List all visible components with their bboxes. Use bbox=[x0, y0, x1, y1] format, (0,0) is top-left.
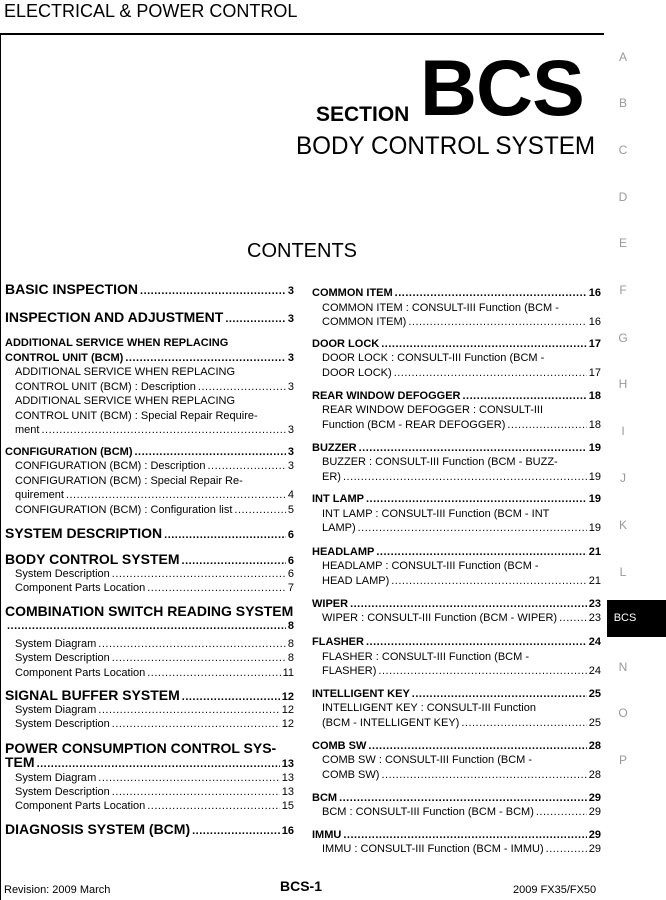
toc-entry[interactable] bbox=[312, 286, 601, 300]
toc-entry[interactable] bbox=[5, 785, 294, 799]
toc-leader-dots bbox=[366, 492, 587, 506]
toc-entry[interactable] bbox=[312, 635, 601, 649]
toc-page-number: 6 bbox=[287, 555, 294, 567]
section-code: BCS bbox=[420, 43, 584, 132]
toc-leader-dots bbox=[358, 521, 587, 535]
toc-entry-label: BUZZER : CONSULT-III Function (BCM - BUZZ- bbox=[322, 456, 558, 468]
toc-leader-dots bbox=[395, 286, 587, 300]
toc-entry-label: ADDITIONAL SERVICE WHEN REPLACING bbox=[5, 337, 229, 349]
toc-entry[interactable] bbox=[5, 526, 294, 542]
toc-entry[interactable] bbox=[312, 611, 601, 625]
toc-entry[interactable] bbox=[5, 703, 294, 717]
toc-entry-label: CONFIGURATION (BCM) bbox=[5, 446, 133, 458]
toc-page-number: 3 bbox=[287, 381, 294, 393]
toc-entry-label: System Description bbox=[15, 652, 110, 664]
toc-entry[interactable] bbox=[5, 423, 294, 437]
toc-page-number: 15 bbox=[281, 800, 294, 812]
toc-entry[interactable] bbox=[312, 545, 601, 559]
toc-entry[interactable] bbox=[312, 366, 601, 380]
toc-entry[interactable] bbox=[5, 619, 294, 633]
toc-entry[interactable] bbox=[5, 459, 294, 473]
toc-entry-label: CONFIGURATION (BCM) : Description bbox=[15, 460, 206, 472]
toc-entry-label: DOOR LOCK bbox=[312, 338, 380, 350]
toc-entry-label: COMMON ITEM) bbox=[322, 316, 407, 328]
toc-entry[interactable] bbox=[5, 488, 294, 502]
toc-leader-dots bbox=[98, 703, 279, 717]
toc-entry[interactable] bbox=[312, 828, 601, 842]
toc-entry-label: SYSTEM DESCRIPTION bbox=[5, 525, 163, 541]
toc-entry bbox=[312, 559, 601, 573]
section-index-item[interactable]: E bbox=[618, 236, 627, 250]
toc-leader-dots bbox=[391, 574, 587, 588]
toc-entry-label: BCM bbox=[312, 792, 338, 804]
toc-leader-dots bbox=[112, 567, 286, 581]
toc-page-number: 8 bbox=[287, 638, 294, 650]
toc-entry bbox=[312, 403, 601, 417]
toc-entry[interactable] bbox=[312, 418, 601, 432]
toc-page-number: 3 bbox=[287, 460, 294, 472]
toc-entry-label: ADDITIONAL SERVICE WHEN REPLACING bbox=[15, 366, 236, 378]
toc-leader-dots bbox=[461, 716, 586, 730]
toc-entry-label: HEADLAMP : CONSULT-III Function (BCM - bbox=[322, 560, 539, 572]
toc-page-number: 23 bbox=[588, 598, 601, 610]
toc-entry-label: CONFIGURATION (BCM) : Special Repair Re- bbox=[15, 475, 243, 487]
toc-entry[interactable] bbox=[5, 771, 294, 785]
toc-entry[interactable] bbox=[312, 687, 601, 701]
toc-entry bbox=[5, 365, 294, 379]
toc-entry[interactable] bbox=[5, 755, 294, 771]
section-index-item[interactable]: F bbox=[619, 283, 627, 297]
toc-entry bbox=[312, 650, 601, 664]
toc-entry[interactable] bbox=[5, 581, 294, 595]
toc-leader-dots bbox=[164, 528, 286, 542]
toc-page-number: 3 bbox=[287, 285, 294, 297]
toc-entry-label: COMB SW : CONSULT-III Function (BCM - bbox=[322, 754, 533, 766]
toc-leader-dots bbox=[394, 366, 587, 380]
toc-entry[interactable] bbox=[312, 716, 601, 730]
toc-entry-label: DIAGNOSIS SYSTEM (BCM) bbox=[5, 821, 191, 837]
toc-entry bbox=[5, 741, 294, 755]
toc-leader-dots bbox=[376, 545, 586, 559]
toc-entry-label: HEADLAMP bbox=[312, 546, 375, 558]
toc-entry[interactable] bbox=[5, 567, 294, 581]
section-index-item[interactable]: P bbox=[618, 753, 627, 767]
toc-entry[interactable] bbox=[5, 351, 294, 365]
toc-page-number: 19 bbox=[588, 493, 601, 505]
toc-page-number: 21 bbox=[588, 575, 601, 587]
toc-entry[interactable] bbox=[312, 337, 601, 351]
toc-entry-label: IMMU : CONSULT-III Function (BCM - IMMU) bbox=[322, 843, 544, 855]
toc-page-number: 28 bbox=[588, 740, 601, 752]
section-index-item[interactable]: B bbox=[618, 96, 627, 110]
toc-entry[interactable] bbox=[5, 717, 294, 731]
toc-entry-label: INTELLIGENT KEY bbox=[312, 688, 410, 700]
toc-entry[interactable] bbox=[5, 637, 294, 651]
toc-entry-label: BCM : CONSULT-III Function (BCM - BCM) bbox=[322, 806, 534, 818]
toc-entry-label: CONTROL UNIT (BCM) bbox=[5, 352, 124, 364]
footer-revision: Revision: 2009 March bbox=[4, 884, 111, 896]
toc-page-number: 3 bbox=[287, 446, 294, 458]
toc-leader-dots bbox=[98, 637, 286, 651]
toc-leader-dots bbox=[381, 337, 587, 351]
toc-leader-dots bbox=[147, 799, 280, 813]
toc-leader-dots bbox=[225, 312, 286, 326]
toc-leader-dots bbox=[536, 805, 587, 819]
toc-page-number: 18 bbox=[588, 419, 601, 431]
toc-entry[interactable] bbox=[5, 552, 294, 568]
toc-page-number: 13 bbox=[281, 786, 294, 798]
toc-right-column bbox=[312, 282, 601, 862]
toc-entry[interactable] bbox=[312, 768, 601, 782]
toc-page-number: 6 bbox=[287, 568, 294, 580]
toc-leader-dots bbox=[463, 389, 587, 403]
toc-leader-dots bbox=[135, 445, 286, 459]
toc-leader-dots bbox=[7, 619, 286, 633]
toc-page-number: 24 bbox=[588, 636, 601, 648]
toc-entry[interactable] bbox=[5, 822, 294, 838]
toc-leader-dots bbox=[378, 664, 586, 678]
toc-leader-dots bbox=[368, 739, 586, 753]
section-index-item[interactable]: G bbox=[618, 331, 628, 345]
section-index-item[interactable]: C bbox=[618, 143, 628, 157]
toc-page-number: 16 bbox=[588, 287, 601, 299]
toc-leader-dots bbox=[41, 423, 285, 437]
toc-entry-label: IMMU bbox=[312, 829, 342, 841]
toc-leader-dots bbox=[112, 717, 280, 731]
toc-entry-label: REAR WINDOW DEFOGGER : CONSULT-III bbox=[322, 404, 544, 416]
toc-entry-label: BUZZER bbox=[312, 442, 357, 454]
section-title: BODY CONTROL SYSTEM bbox=[296, 132, 596, 160]
toc-entry-label: CONFIGURATION (BCM) : Configuration list bbox=[15, 504, 233, 516]
toc-leader-dots bbox=[339, 791, 587, 805]
toc-entry[interactable] bbox=[312, 597, 601, 611]
toc-page-number: 21 bbox=[588, 546, 601, 558]
toc-entry bbox=[5, 394, 294, 408]
toc-entry[interactable] bbox=[312, 315, 601, 329]
toc-entry-label: INTELLIGENT KEY : CONSULT-III Function bbox=[322, 702, 536, 714]
toc-entry-label: FLASHER bbox=[312, 636, 364, 648]
header-rule bbox=[0, 33, 604, 35]
toc-entry-label: POWER CONSUMPTION CONTROL SYS- bbox=[5, 740, 277, 756]
section-index-item[interactable]: A bbox=[618, 50, 627, 64]
toc-leader-dots bbox=[112, 651, 286, 665]
footer-page-id: BCS-1 bbox=[280, 878, 323, 894]
toc-page-number: 29 bbox=[588, 829, 601, 841]
toc-entry-label: FLASHER : CONSULT-III Function (BCM - bbox=[322, 651, 530, 663]
toc-entry-label: COMB SW) bbox=[322, 769, 380, 781]
toc-leader-dots bbox=[412, 687, 587, 701]
toc-leader-dots bbox=[112, 785, 280, 799]
toc-entry[interactable] bbox=[5, 666, 294, 680]
toc-entry-label: BODY CONTROL SYSTEM bbox=[5, 551, 180, 567]
toc-leader-dots bbox=[37, 757, 280, 771]
toc-leader-dots bbox=[234, 503, 285, 517]
section-index-item[interactable]: N bbox=[618, 660, 628, 674]
section-index-item[interactable]: J bbox=[620, 471, 626, 485]
header-title: ELECTRICAL & POWER CONTROL bbox=[4, 1, 298, 21]
toc-entry[interactable] bbox=[312, 739, 601, 753]
toc-entry-label: WIPER bbox=[312, 598, 349, 610]
toc-leader-dots bbox=[546, 842, 587, 856]
toc-entry-label: DOOR LOCK) bbox=[322, 367, 392, 379]
section-index-item[interactable]: O bbox=[618, 706, 628, 720]
toc-entry-label: System Diagram bbox=[15, 704, 97, 716]
toc-leader-dots bbox=[507, 418, 586, 432]
toc-entry-label: HEAD LAMP) bbox=[322, 575, 390, 587]
toc-entry-label: Component Parts Location bbox=[15, 667, 146, 679]
toc-entry[interactable] bbox=[5, 503, 294, 517]
toc-page-number: 8 bbox=[287, 620, 294, 632]
toc-entry[interactable] bbox=[5, 310, 294, 326]
toc-page-number: 8 bbox=[287, 652, 294, 664]
toc-page-number: 12 bbox=[281, 704, 294, 716]
toc-page-number: 23 bbox=[588, 612, 601, 624]
toc-entry-label: ment bbox=[15, 424, 40, 436]
toc-entry-label: COMB SW bbox=[312, 740, 367, 752]
toc-page-number: 18 bbox=[588, 390, 601, 402]
toc-entry-label: COMBINATION SWITCH READING SYSTEM bbox=[5, 603, 294, 619]
toc-entry[interactable] bbox=[5, 282, 294, 298]
toc-entry[interactable] bbox=[312, 470, 601, 484]
toc-page-number: 17 bbox=[588, 338, 601, 350]
toc-entry bbox=[5, 336, 294, 350]
toc-entry[interactable] bbox=[312, 842, 601, 856]
toc-entry[interactable] bbox=[312, 805, 601, 819]
toc-leader-dots bbox=[343, 470, 587, 484]
toc-leader-dots bbox=[207, 459, 285, 473]
toc-page-number: 16 bbox=[588, 316, 601, 328]
toc-leader-dots bbox=[559, 611, 587, 625]
toc-page-number: 5 bbox=[287, 504, 294, 516]
section-label: SECTION bbox=[316, 103, 410, 126]
toc-entry-label: System Diagram bbox=[15, 638, 97, 650]
toc-entry bbox=[5, 474, 294, 488]
toc-page-number: 29 bbox=[588, 806, 601, 818]
toc-page-number: 29 bbox=[588, 843, 601, 855]
section-index-current[interactable]: BCS bbox=[613, 612, 637, 624]
toc-page-number: 12 bbox=[281, 691, 294, 703]
toc-leader-dots bbox=[140, 284, 286, 298]
toc-entry-label: SIGNAL BUFFER SYSTEM bbox=[5, 687, 180, 703]
section-index-item[interactable]: D bbox=[618, 190, 628, 204]
toc-leader-dots bbox=[343, 828, 586, 842]
toc-entry-label: System Description bbox=[15, 786, 110, 798]
toc-entry-label: Function (BCM - REAR DEFOGGER) bbox=[322, 419, 506, 431]
toc-leader-dots bbox=[350, 597, 587, 611]
toc-page-number: 24 bbox=[588, 665, 601, 677]
section-index-item[interactable]: L bbox=[619, 565, 627, 579]
toc-entry[interactable] bbox=[312, 389, 601, 403]
toc-entry[interactable] bbox=[312, 664, 601, 678]
section-index-item[interactable]: K bbox=[618, 518, 627, 532]
toc-entry-label: LAMP) bbox=[322, 522, 356, 534]
toc-page-number: 7 bbox=[287, 582, 294, 594]
toc-entry-label: quirement bbox=[15, 489, 64, 501]
section-index-item[interactable]: H bbox=[618, 377, 628, 391]
toc-entry-label: BASIC INSPECTION bbox=[5, 281, 139, 297]
toc-entry-label: INT LAMP : CONSULT-III Function (BCM - INT bbox=[322, 508, 550, 520]
toc-entry[interactable] bbox=[312, 492, 601, 506]
toc-entry-label: FLASHER) bbox=[322, 665, 377, 677]
toc-page-number: 6 bbox=[287, 529, 294, 541]
toc-page-number: 12 bbox=[281, 718, 294, 730]
toc-entry-label: COMMON ITEM : CONSULT-III Function (BCM - bbox=[322, 302, 559, 314]
toc-leader-dots bbox=[408, 315, 586, 329]
section-index-item[interactable]: I bbox=[621, 424, 625, 438]
toc-page-number: 3 bbox=[287, 424, 294, 436]
toc-entry[interactable] bbox=[5, 688, 294, 704]
toc-entry bbox=[5, 409, 294, 423]
toc-entry bbox=[312, 351, 601, 365]
toc-entry-label: CONTROL UNIT (BCM) : Description bbox=[15, 381, 196, 393]
toc-entry-label: INT LAMP bbox=[312, 493, 364, 505]
toc-entry[interactable] bbox=[312, 521, 601, 535]
toc-entry bbox=[5, 604, 294, 618]
toc-page-number: 16 bbox=[281, 825, 294, 837]
toc-entry[interactable] bbox=[5, 799, 294, 813]
toc-page-number: 19 bbox=[588, 442, 601, 454]
toc-leader-dots bbox=[98, 771, 279, 785]
left-border bbox=[0, 33, 1, 900]
toc-entry-label: REAR WINDOW DEFOGGER bbox=[312, 390, 461, 402]
toc-entry[interactable] bbox=[312, 574, 601, 588]
toc-entry[interactable] bbox=[5, 651, 294, 665]
toc-leader-dots bbox=[359, 441, 587, 455]
toc-leader-dots bbox=[198, 380, 286, 394]
toc-entry-label: Component Parts Location bbox=[15, 582, 146, 594]
toc-entry[interactable] bbox=[5, 445, 294, 459]
toc-page-number: 25 bbox=[588, 717, 601, 729]
toc-entry[interactable] bbox=[312, 791, 601, 805]
toc-entry-label: Component Parts Location bbox=[15, 800, 146, 812]
toc-entry-label: ER) bbox=[322, 471, 341, 483]
toc-entry-label: CONTROL UNIT (BCM) : Special Repair Require- bbox=[15, 410, 258, 422]
toc-page-number: 17 bbox=[588, 367, 601, 379]
toc-page-number: 3 bbox=[287, 352, 294, 364]
toc-entry-label: DOOR LOCK : CONSULT-III Function (BCM - bbox=[322, 352, 545, 364]
toc-entry-label: TEM bbox=[5, 754, 35, 770]
toc-entry-label: System Description bbox=[15, 718, 110, 730]
toc-entry-label: WIPER : CONSULT-III Function (BCM - WIPER) bbox=[322, 612, 558, 624]
contents-heading: CONTENTS bbox=[247, 240, 357, 262]
toc-page-number: 25 bbox=[588, 688, 601, 700]
toc-page-number: 4 bbox=[287, 489, 294, 501]
toc-entry-label: System Description bbox=[15, 568, 110, 580]
toc-page-number: 19 bbox=[588, 471, 601, 483]
toc-entry[interactable] bbox=[5, 380, 294, 394]
toc-entry bbox=[312, 455, 601, 469]
footer-model: 2009 FX35/FX50 bbox=[513, 884, 597, 896]
toc-leader-dots bbox=[192, 824, 280, 838]
toc-entry-label: System Diagram bbox=[15, 772, 97, 784]
toc-page-number: 3 bbox=[287, 313, 294, 325]
toc-entry bbox=[312, 507, 601, 521]
toc-entry bbox=[312, 301, 601, 315]
toc-entry-label: ADDITIONAL SERVICE WHEN REPLACING bbox=[15, 395, 236, 407]
toc-leader-dots bbox=[125, 351, 286, 365]
toc-page-number: 19 bbox=[588, 522, 601, 534]
toc-entry-label: COMMON ITEM bbox=[312, 287, 393, 299]
toc-page-number: 28 bbox=[588, 769, 601, 781]
toc-entry bbox=[312, 701, 601, 715]
toc-leader-dots bbox=[66, 488, 286, 502]
toc-leader-dots bbox=[147, 581, 286, 595]
toc-leader-dots bbox=[366, 635, 587, 649]
toc-leader-dots bbox=[381, 768, 586, 782]
toc-entry-label: (BCM - INTELLIGENT KEY) bbox=[322, 717, 460, 729]
toc-page-number: 29 bbox=[588, 792, 601, 804]
toc-entry[interactable] bbox=[312, 441, 601, 455]
toc-left-column bbox=[5, 282, 294, 842]
toc-page-number: 13 bbox=[281, 758, 294, 770]
toc-page-number: 13 bbox=[281, 772, 294, 784]
toc-page-number: 11 bbox=[282, 667, 294, 679]
toc-leader-dots bbox=[147, 666, 280, 680]
toc-entry-label: INSPECTION AND ADJUSTMENT bbox=[5, 309, 224, 325]
toc-entry bbox=[312, 753, 601, 767]
